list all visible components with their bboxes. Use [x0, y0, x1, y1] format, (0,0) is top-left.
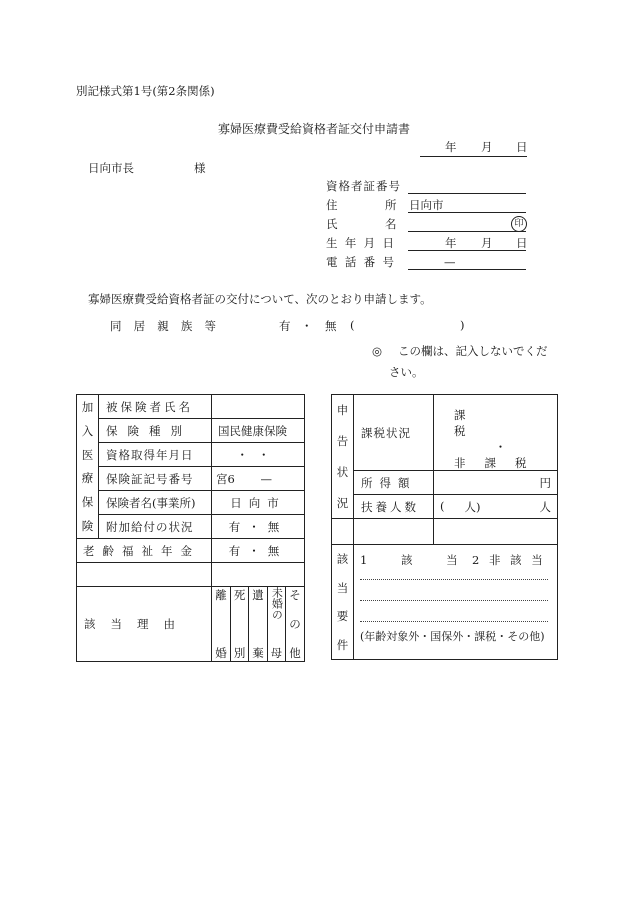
note-mark: ◎: [372, 344, 383, 358]
row-label: 保険者名(事業所): [106, 495, 196, 510]
note-line-1: この欄は、記入しないでくだ: [398, 344, 548, 358]
eligibility-content[interactable]: [354, 545, 558, 660]
eligibility-side-label: [332, 545, 354, 660]
reason-char: 別: [233, 646, 246, 660]
reason-options: [212, 587, 305, 662]
tax-status-label: [354, 395, 434, 471]
address-label-a: 住: [326, 198, 338, 212]
blank-row-left: [77, 563, 212, 587]
row-label: 保険証記号番号: [106, 471, 194, 486]
remark-line: [360, 579, 548, 580]
cohabitant-open-paren: (: [350, 318, 355, 332]
insurance-card-number-field[interactable]: 宮6 —: [212, 467, 305, 491]
birthdate-label: [326, 238, 394, 250]
side-label-char: 入: [81, 423, 94, 438]
pension-label: [77, 539, 212, 563]
remark-line: [360, 621, 548, 622]
row-label: 課税状況: [361, 425, 411, 440]
form-reference: 別記様式第1号(第2条関係): [76, 84, 215, 98]
cohabitant-label-char: 等: [204, 319, 216, 333]
reason-char: 離: [215, 588, 227, 602]
additional-benefit-label: [99, 515, 212, 539]
exclusion-note: (年齢対象外・国保外・課税・その他): [360, 630, 545, 643]
insurance-table: [76, 394, 305, 662]
phone-label-char: 電: [326, 255, 338, 269]
reason-char: 他: [289, 646, 301, 660]
dependents-inner-unit: 人): [464, 499, 481, 514]
side-label-char: 険: [81, 519, 94, 534]
insurer-name-value: 日向市: [212, 491, 305, 515]
additional-benefit-choice[interactable]: 有・無: [212, 515, 305, 539]
row-label: 扶養人数: [361, 499, 419, 514]
birthdate-label-char: 生: [326, 236, 338, 250]
row-label: 老齢福祉年金: [83, 543, 200, 558]
insurance-side-label: [77, 395, 99, 539]
row-label: 保険種別: [106, 423, 192, 438]
reason-other[interactable]: [286, 587, 304, 661]
phone-label-char: 号: [382, 255, 394, 269]
insurer-name-label: [99, 491, 212, 515]
row-label: 資格取得年月日: [106, 447, 194, 462]
cert-number-label: 資格者証番号: [326, 179, 401, 193]
dependents-unit: 人: [539, 499, 551, 514]
name-label-a: 氏: [326, 217, 338, 231]
income-unit: 円: [539, 475, 551, 490]
cohabitant-label-char: 居: [133, 319, 146, 333]
declare-blank-right: [434, 519, 558, 545]
row-label: 該当理由: [84, 617, 190, 631]
cohabitant-close-paren: ): [460, 318, 465, 332]
not-eligible-option[interactable]: 2 非 該 当: [472, 553, 543, 567]
acquisition-date-field[interactable]: ・・: [212, 443, 305, 467]
row-label: 所得額: [361, 475, 417, 490]
date-day: 日: [516, 140, 528, 154]
side-label-char: 該: [336, 552, 349, 567]
side-label-char: 保: [81, 495, 94, 510]
side-label-char: 医: [81, 447, 94, 462]
birthdate-label-char: 月: [363, 236, 376, 250]
pension-choice[interactable]: 有・無: [212, 539, 305, 563]
reason-options-grid: [212, 587, 304, 661]
birthdate-label-char: 年: [344, 236, 357, 250]
reason-unmarried-mother[interactable]: [267, 587, 285, 661]
seal-icon: 印: [511, 216, 527, 232]
addressee-honorific: 様: [194, 161, 206, 175]
reason-char: 死: [233, 588, 246, 602]
phone-label: [326, 257, 394, 269]
side-label-char: 申: [336, 403, 349, 418]
reason-divorce[interactable]: [212, 587, 230, 661]
reason-char: 遺: [252, 588, 264, 602]
address-field: [408, 212, 526, 213]
eligible-option[interactable]: 1 該 当: [360, 553, 458, 567]
addressee-name: 日向市長: [88, 161, 134, 175]
declare-blank-mid: [354, 519, 434, 545]
side-label-char: 件: [336, 637, 349, 652]
cohabitant-yes[interactable]: 有: [279, 319, 291, 333]
insurance-type-value: 国民健康保険: [212, 419, 305, 443]
name-field[interactable]: [408, 231, 526, 232]
insured-name-field[interactable]: [212, 395, 305, 419]
declaration-table: [331, 394, 558, 660]
dependents-label: [354, 495, 434, 519]
reason-bereavement[interactable]: [230, 587, 248, 661]
side-label-char: 告: [336, 434, 349, 449]
insured-name-label: [99, 395, 212, 419]
birth-day: 日: [516, 236, 528, 250]
side-label-char: 当: [336, 580, 349, 595]
cohabitant-label-char: 親: [157, 319, 169, 333]
reason-char: 未婚の: [270, 587, 284, 620]
insurance-card-number-label: [99, 467, 212, 491]
tax-dot: ・: [494, 439, 507, 454]
cert-number-field[interactable]: [408, 193, 526, 194]
row-label: 被保険者氏名: [106, 399, 193, 414]
side-label-char: 加: [81, 399, 94, 414]
form-title: 寡婦医療費受給資格者証交付申請書: [218, 122, 411, 136]
cohabitant-label-char: 同: [110, 319, 122, 333]
birth-month: 月: [481, 236, 493, 250]
phone-label-char: 話: [344, 255, 357, 269]
side-label-char: 療: [81, 471, 94, 486]
note-line-2: さい。: [389, 365, 424, 379]
address-label-b: 所: [385, 198, 397, 212]
income-label: [354, 471, 434, 495]
date-month: 月: [481, 140, 493, 154]
reason-abandonment[interactable]: [249, 587, 267, 661]
phone-dash: —: [444, 255, 456, 269]
dependents-field[interactable]: [434, 495, 558, 519]
declare-blank-side: [332, 519, 354, 545]
birthdate-label-char: 日: [382, 236, 394, 250]
phone-field[interactable]: [408, 269, 526, 270]
taxed-option: 課税: [454, 407, 518, 438]
date-year: 年: [445, 140, 457, 154]
cohabitant-detail-field[interactable]: [360, 320, 460, 332]
reason-char: そ: [289, 588, 301, 602]
dependents-open-paren: (: [440, 498, 445, 513]
reason-char: の: [289, 617, 301, 631]
birth-year: 年: [445, 236, 457, 250]
reason-char: 母: [270, 646, 283, 660]
side-label-char: 況: [336, 495, 349, 510]
cohabitant-label-char: 族: [180, 319, 193, 333]
reason-label: [77, 587, 212, 662]
income-field[interactable]: [434, 471, 558, 495]
application-statement: 寡婦医療費受給資格者証の交付について、次のとおり申請します。: [88, 292, 432, 306]
blank-row-right: [212, 563, 305, 587]
remark-line: [360, 600, 548, 601]
non-taxed-option: 非課税: [454, 455, 546, 470]
address-value[interactable]: 日向市: [409, 198, 444, 212]
insurance-type-label: [99, 419, 212, 443]
side-label-char: 要: [336, 609, 349, 624]
name-label-b: 名: [385, 217, 397, 231]
tax-status-choice[interactable]: [434, 395, 558, 471]
reason-char: 婚: [215, 646, 227, 660]
phone-label-char: 番: [363, 255, 376, 269]
row-label: 附加給付の状況: [106, 519, 194, 534]
cohabitant-dot: ・: [301, 319, 313, 333]
acquisition-date-label: [99, 443, 212, 467]
date-underline: [420, 156, 527, 157]
cohabitant-label: [110, 321, 216, 333]
side-label-char: 状: [336, 464, 349, 479]
reason-char: 棄: [252, 646, 264, 660]
declare-side-label: [332, 395, 354, 519]
cohabitant-no[interactable]: 無: [325, 319, 337, 333]
birthdate-field[interactable]: [408, 250, 526, 251]
